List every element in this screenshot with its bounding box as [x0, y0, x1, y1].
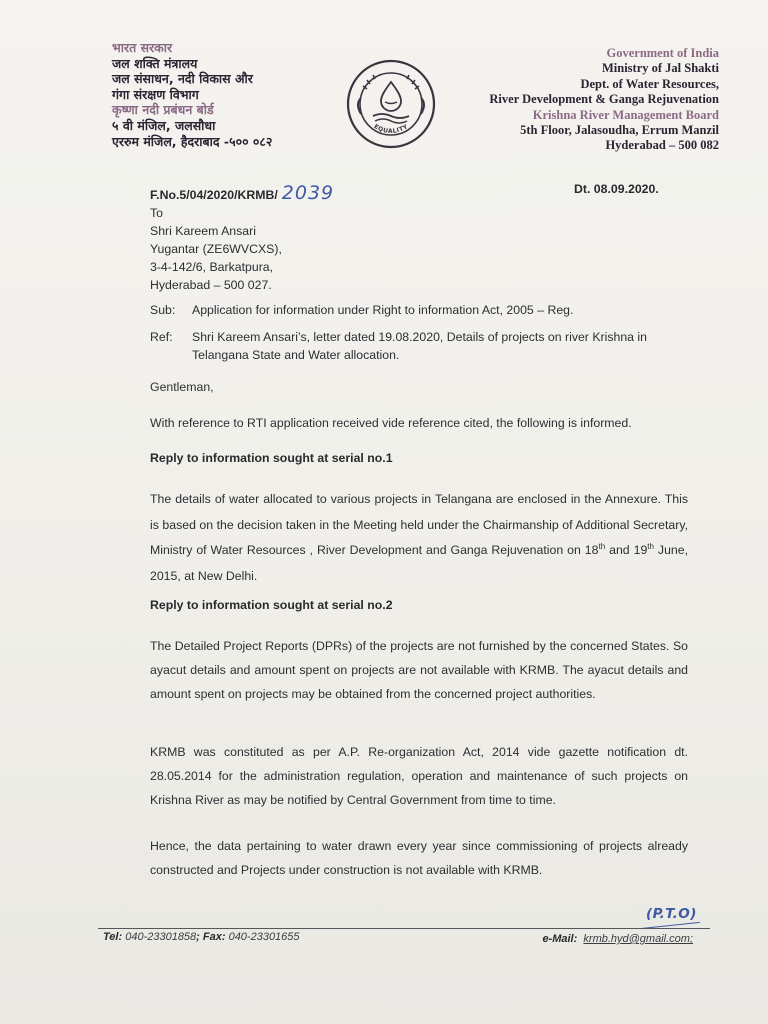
english-line-3: Dept. of Water Resources,: [580, 76, 719, 91]
paragraph-serial-1: [150, 487, 688, 589]
english-line-7: Hyderabad – 500 082: [605, 138, 719, 153]
hindi-line-4: गंगा संरक्षण विभाग: [112, 86, 199, 102]
hindi-line-5: कृष्णा नदी प्रबंधन बोर्ड: [112, 102, 214, 118]
letter-date: Dt. 08.09.2020.: [574, 182, 659, 196]
file-number: [150, 182, 334, 204]
subject-text: Application for information under Right to information Act, 2005 – Reg.: [192, 303, 574, 317]
english-line-5: Krishna River Management Board: [532, 107, 719, 122]
salutation: Gentleman,: [150, 380, 214, 394]
tel-value: 040-23301858: [122, 931, 197, 943]
reference-label: Ref:: [150, 330, 173, 344]
hindi-line-6: ५ वी मंजिल, जलसौधा: [112, 117, 216, 133]
paragraph-serial-1-mid: and 19: [605, 543, 648, 558]
letterhead-english: [399, 46, 719, 154]
hindi-line-3: जल संसाधन, नदी विकास और: [112, 71, 253, 87]
english-line-6: 5th Floor, Jalasoudha, Errum Manzil: [520, 123, 719, 138]
file-number-text: F.No.5/04/2020/KRMB/: [150, 188, 278, 202]
superscript-th-1: th: [598, 542, 606, 552]
addressee-line-1: To: [150, 206, 163, 220]
paragraph-serial-2: The Detailed Project Reports (DPRs) of the projects are not furnished by the concerned States. So ayacut details and amount spent on projects are not available with KRMB. The ayacut details and amount spent on projects may be obtained from the concerned project authorities.: [150, 639, 688, 701]
heading-serial-2: Reply to information sought at serial no.2: [150, 598, 393, 612]
hindi-line-1: भारत सरकार: [112, 40, 173, 55]
email-label: e-Mail:: [542, 933, 578, 945]
paragraph-krmb-constitution: KRMB was constituted as per A.P. Re-organization Act, 2014 vide gazette notification dt. 28.05.2014 for the administration regulation, operation and maintenance of such projects on Krishna River as may be notified by Central Government from time to time.: [150, 745, 688, 807]
emblem-motto: EQUALITY: [372, 123, 410, 136]
addressee-line-4: 3-4-142/6, Barkatpura,: [150, 260, 274, 274]
paragraph-conclusion: Hence, the data pertaining to water drawn every year since commissioning of projects already constructed and Projects under construction is not available with KRMB.: [150, 839, 688, 877]
heading-serial-1: Reply to information sought at serial no.1: [150, 451, 393, 465]
reference-text: Shri Kareem Ansari’s, letter dated 19.08.2020, Details of projects on river Krishna in Telangana State and Water allocation.: [192, 330, 647, 362]
addressee-line-5: Hyderabad – 500 027.: [150, 278, 272, 292]
english-line-2: Ministry of Jal Shakti: [601, 61, 719, 76]
addressee-line-3: Yugantar (ZE6WVCXS),: [150, 242, 282, 256]
email-address[interactable]: krmb.hyd@gmail.com;: [583, 933, 693, 945]
footer-phone: [103, 931, 300, 943]
paragraph-serial-1-end: June, 2015, at New Delhi.: [150, 543, 688, 583]
english-line-1: Government of India: [606, 46, 719, 60]
addressee-block: [150, 204, 450, 294]
english-line-4: River Development & Ganga Rejuvenation: [489, 92, 719, 107]
subject-label: Sub:: [150, 303, 176, 317]
footer-divider: [98, 928, 710, 929]
intro-paragraph: With reference to RTI application received vide reference cited, the following is informed.: [150, 416, 632, 430]
footer-email: [542, 933, 693, 945]
hindi-line-2: जल शक्ति मंत्रालय: [112, 55, 198, 71]
letterhead-hindi: [112, 40, 332, 149]
hindi-line-7: एररुम मंजिल, हैदराबाद -५०० ०८२: [112, 133, 273, 149]
file-number-handwritten: 2039: [281, 182, 335, 204]
fax-value: 040-23301655: [225, 931, 300, 943]
pto-handwritten: (P.T.O): [646, 906, 697, 922]
superscript-th-2: th: [647, 542, 654, 552]
paragraph-serial-1-main: The details of water allocated to various projects in Telangana are enclosed in the Annexure. This is based on the decision taken in the Meeting held under the Chairmanship of Additional Secretary, Ministry of Water Resources , River Development and Ganga Rejuvenation on 18: [150, 492, 688, 558]
tel-label: Tel:: [103, 931, 123, 943]
addressee-line-2: Shri Kareem Ansari: [150, 224, 256, 238]
fax-label: ; Fax:: [196, 931, 226, 943]
